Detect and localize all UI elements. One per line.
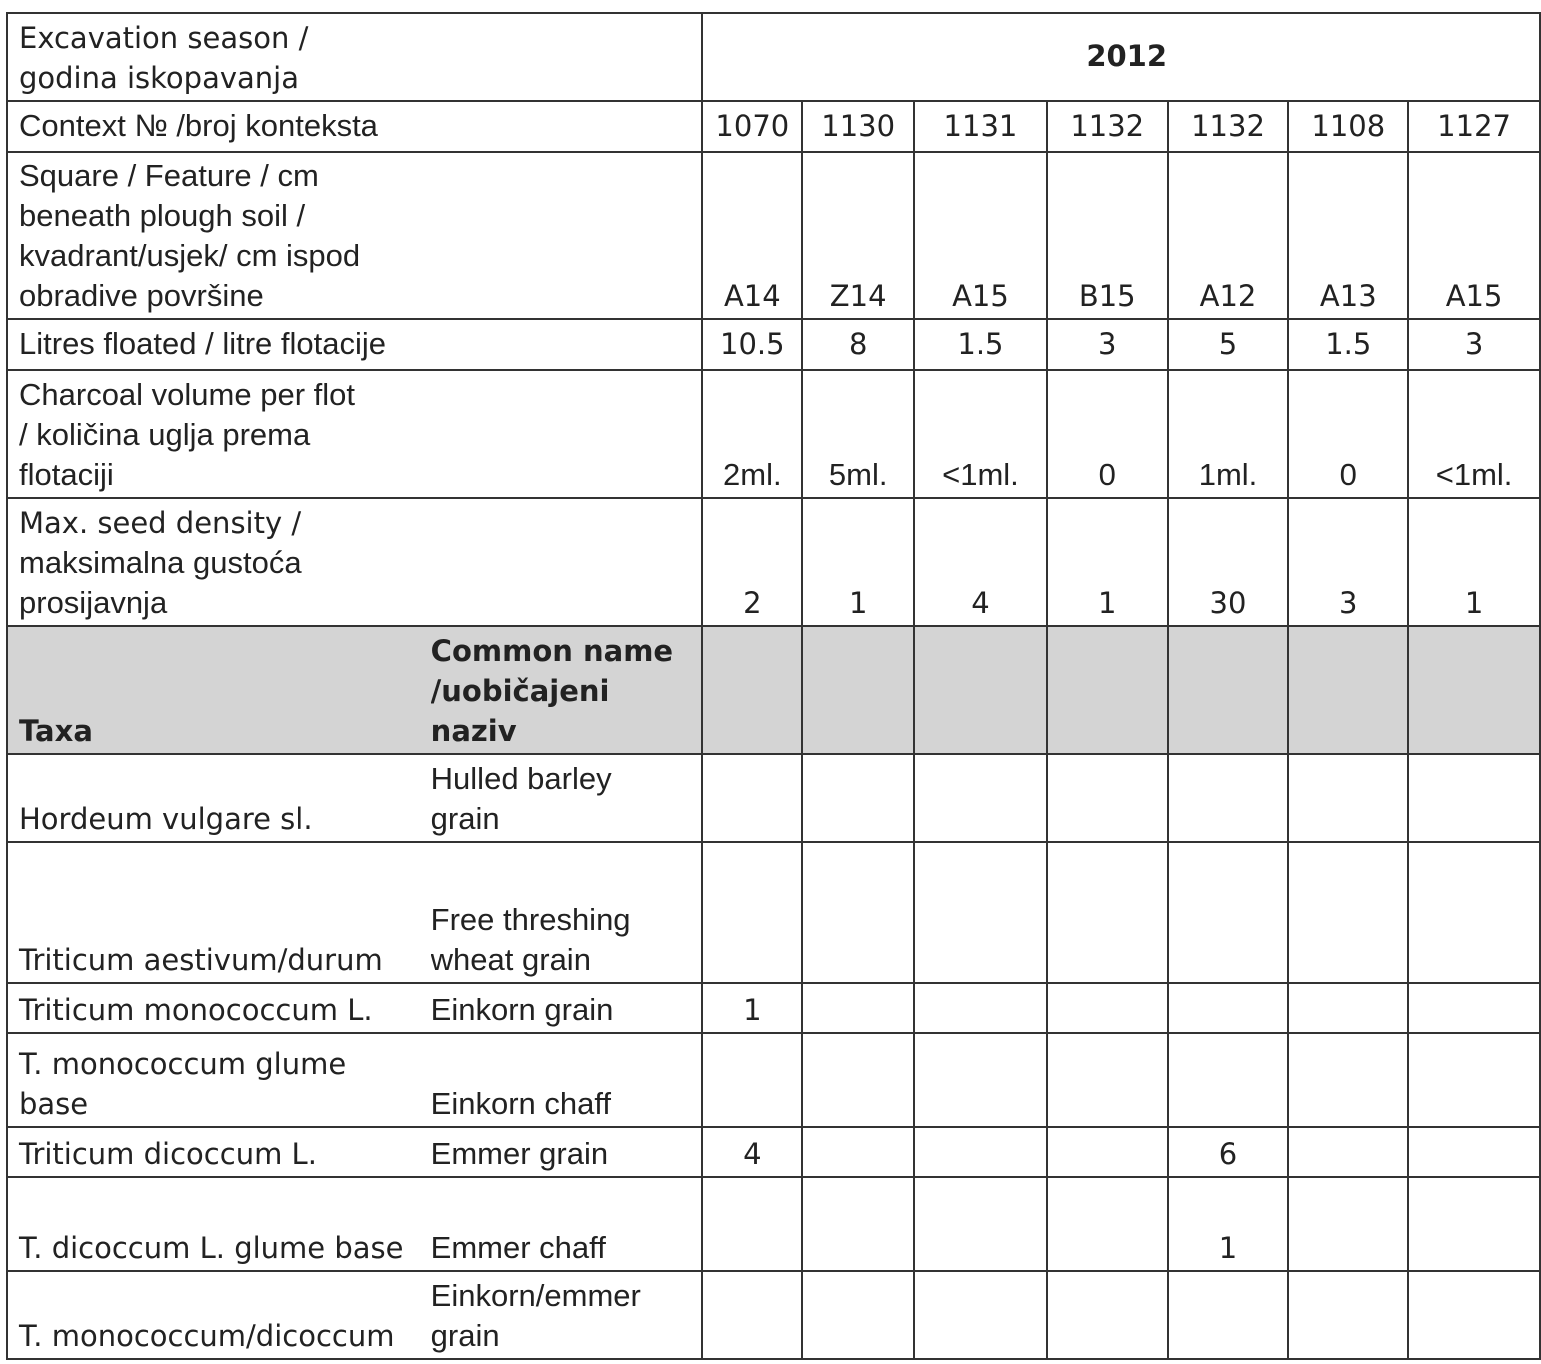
table-row xyxy=(7,983,1540,1033)
context-cell: 1132 xyxy=(1168,101,1289,152)
header-blank-cell xyxy=(1288,626,1408,754)
common-name-cell: Einkorn chaff xyxy=(431,1033,703,1127)
season-row xyxy=(7,13,1540,101)
value-cell xyxy=(914,1177,1047,1271)
density-cell: 2 xyxy=(702,498,802,626)
season-year: 2012 xyxy=(702,13,1540,101)
value-cell xyxy=(802,1271,914,1359)
taxa-cell: T. monococcum glume base xyxy=(7,1033,431,1127)
litres-row xyxy=(7,319,1540,370)
common-name-cell: Emmer chaff xyxy=(431,1177,703,1271)
common-name-cell: Hulled barley grain xyxy=(431,754,703,842)
common-name-cell: Einkorn/emmer grain xyxy=(431,1271,703,1359)
square-cell: Z14 xyxy=(802,152,914,319)
litres-cell: 3 xyxy=(1408,319,1540,370)
value-cell xyxy=(1047,1177,1168,1271)
litres-cell: 1.5 xyxy=(1288,319,1408,370)
value-cell xyxy=(1168,842,1289,983)
value-cell xyxy=(702,1033,802,1127)
value-cell xyxy=(702,1177,802,1271)
value-cell xyxy=(802,1033,914,1127)
square-cell: A15 xyxy=(914,152,1047,319)
value-cell xyxy=(914,1271,1047,1359)
value-cell xyxy=(702,842,802,983)
value-cell xyxy=(1288,1271,1408,1359)
header-blank-cell xyxy=(702,626,802,754)
litres-label: Litres floated / litre flotacije xyxy=(7,319,702,370)
value-cell xyxy=(802,754,914,842)
table-row xyxy=(7,754,1540,842)
season-label: Excavation season / godina iskopavanja xyxy=(7,13,702,101)
header-blank-cell xyxy=(802,626,914,754)
value-cell xyxy=(1168,1271,1289,1359)
context-cell: 1070 xyxy=(702,101,802,152)
litres-cell: 5 xyxy=(1168,319,1289,370)
value-cell xyxy=(1408,1033,1540,1127)
value-cell xyxy=(1047,842,1168,983)
table-row xyxy=(7,1271,1540,1359)
square-cell: A13 xyxy=(1288,152,1408,319)
value-cell xyxy=(802,1177,914,1271)
value-cell xyxy=(1408,842,1540,983)
square-cell: A14 xyxy=(702,152,802,319)
context-cell: 1131 xyxy=(914,101,1047,152)
density-cell: 1 xyxy=(1408,498,1540,626)
square-row xyxy=(7,152,1540,319)
value-cell xyxy=(1408,1177,1540,1271)
charcoal-cell: 2ml. xyxy=(702,370,802,498)
charcoal-cell: 0 xyxy=(1047,370,1168,498)
value-cell xyxy=(1047,1127,1168,1177)
square-cell: B15 xyxy=(1047,152,1168,319)
common-name-cell: Free threshing wheat grain xyxy=(431,842,703,983)
charcoal-cell: 0 xyxy=(1288,370,1408,498)
density-label: Max. seed density / maksimalna gustoća prosijavnja xyxy=(7,498,702,626)
litres-cell: 3 xyxy=(1047,319,1168,370)
seed-data-table xyxy=(6,12,1541,1360)
value-cell xyxy=(1047,1033,1168,1127)
value-cell xyxy=(914,842,1047,983)
header-blank-cell xyxy=(914,626,1047,754)
value-cell xyxy=(1288,1127,1408,1177)
density-cell: 3 xyxy=(1288,498,1408,626)
value-cell xyxy=(1047,983,1168,1033)
taxa-cell: Triticum aestivum/durum xyxy=(7,842,431,983)
value-cell xyxy=(1408,754,1540,842)
value-cell xyxy=(1288,842,1408,983)
value-cell xyxy=(1408,1127,1540,1177)
value-cell xyxy=(1408,983,1540,1033)
square-cell: A15 xyxy=(1408,152,1540,319)
common-name-cell: Emmer grain xyxy=(431,1127,703,1177)
charcoal-cell: 5ml. xyxy=(802,370,914,498)
context-label: Context № /broj konteksta xyxy=(7,101,702,152)
context-cell: 1127 xyxy=(1408,101,1540,152)
context-cell: 1132 xyxy=(1047,101,1168,152)
density-row xyxy=(7,498,1540,626)
value-cell xyxy=(1288,1033,1408,1127)
value-cell xyxy=(1288,983,1408,1033)
square-cell: A12 xyxy=(1168,152,1289,319)
density-cell: 1 xyxy=(1047,498,1168,626)
context-cell: 1108 xyxy=(1288,101,1408,152)
value-cell xyxy=(1408,1271,1540,1359)
value-cell xyxy=(914,754,1047,842)
value-cell xyxy=(914,1033,1047,1127)
value-cell xyxy=(802,842,914,983)
litres-cell: 1.5 xyxy=(914,319,1047,370)
value-cell: 4 xyxy=(702,1127,802,1177)
value-cell xyxy=(1168,754,1289,842)
column-header-row xyxy=(7,626,1540,754)
value-cell xyxy=(802,983,914,1033)
value-cell xyxy=(1047,754,1168,842)
common-name-cell: Einkorn grain xyxy=(431,983,703,1033)
value-cell xyxy=(1168,1033,1289,1127)
common-name-header: Common name /uobičajeni naziv xyxy=(431,626,703,754)
litres-cell: 8 xyxy=(802,319,914,370)
value-cell xyxy=(802,1127,914,1177)
value-cell xyxy=(1288,754,1408,842)
charcoal-cell: 1ml. xyxy=(1168,370,1289,498)
value-cell: 1 xyxy=(702,983,802,1033)
value-cell xyxy=(1168,983,1289,1033)
context-row xyxy=(7,101,1540,152)
value-cell: 6 xyxy=(1168,1127,1289,1177)
charcoal-label: Charcoal volume per flot / količina uglja prema flotaciji xyxy=(7,370,702,498)
charcoal-cell: <1ml. xyxy=(1408,370,1540,498)
table-row xyxy=(7,842,1540,983)
square-label: Square / Feature / cm beneath plough soil / kvadrant/usjek/ cm ispod obradive površine xyxy=(7,152,702,319)
taxa-cell: Triticum dicoccum L. xyxy=(7,1127,431,1177)
density-cell: 30 xyxy=(1168,498,1289,626)
header-blank-cell xyxy=(1168,626,1289,754)
value-cell xyxy=(702,754,802,842)
value-cell xyxy=(1288,1177,1408,1271)
charcoal-row xyxy=(7,370,1540,498)
value-cell: 1 xyxy=(1168,1177,1289,1271)
value-cell xyxy=(702,1271,802,1359)
taxa-cell: Hordeum vulgare sl. xyxy=(7,754,431,842)
header-blank-cell xyxy=(1047,626,1168,754)
taxa-cell: Triticum monococcum L. xyxy=(7,983,431,1033)
litres-cell: 10.5 xyxy=(702,319,802,370)
value-cell xyxy=(914,983,1047,1033)
header-blank-cell xyxy=(1408,626,1540,754)
table-row xyxy=(7,1177,1540,1271)
table-row xyxy=(7,1127,1540,1177)
density-cell: 4 xyxy=(914,498,1047,626)
context-cell: 1130 xyxy=(802,101,914,152)
taxa-cell: T. monococcum/dicoccum xyxy=(7,1271,431,1359)
taxa-header: Taxa xyxy=(7,626,431,754)
value-cell xyxy=(914,1127,1047,1177)
charcoal-cell: <1ml. xyxy=(914,370,1047,498)
taxa-cell: T. dicoccum L. glume base xyxy=(7,1177,431,1271)
table-row xyxy=(7,1033,1540,1127)
value-cell xyxy=(1047,1271,1168,1359)
density-cell: 1 xyxy=(802,498,914,626)
